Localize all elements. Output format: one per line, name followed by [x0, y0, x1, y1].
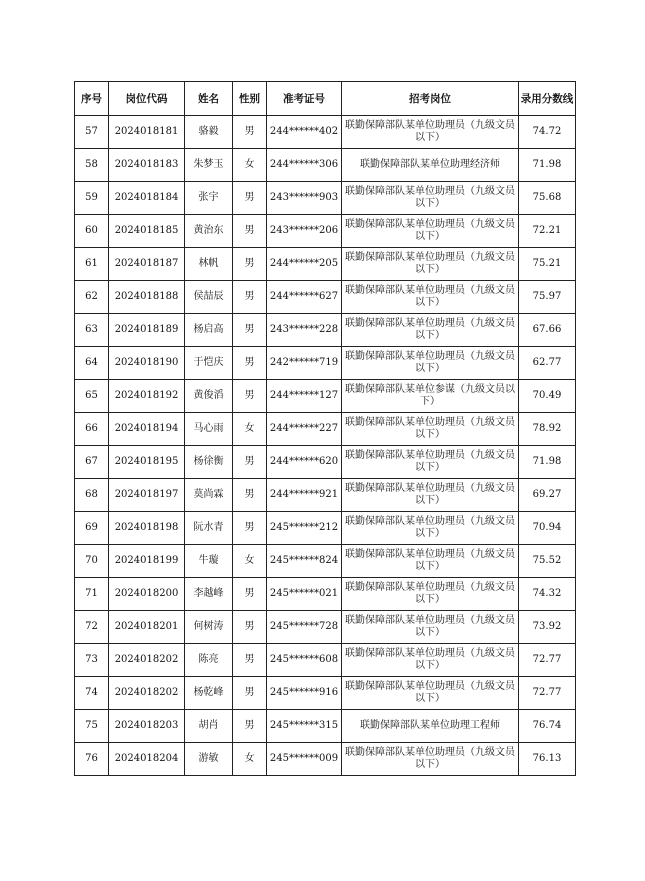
table-body — [75, 116, 576, 776]
cell-no: 57 — [75, 116, 109, 149]
cell-code: 2024018195 — [109, 446, 185, 479]
cell-gender: 女 — [233, 545, 267, 578]
header-score: 录用分数线 — [519, 82, 576, 116]
cell-position: 联勤保障部队某单位助理员（九级文员以下） — [342, 413, 519, 446]
cell-score: 62.77 — [519, 347, 576, 380]
cell-name: 于恺庆 — [185, 347, 233, 380]
table-row — [75, 446, 576, 479]
cell-cert: 245******608 — [267, 644, 342, 677]
cell-no: 58 — [75, 149, 109, 182]
cell-name: 莫尚霖 — [185, 479, 233, 512]
cell-cert: 244******205 — [267, 248, 342, 281]
cell-score: 75.52 — [519, 545, 576, 578]
header-no: 序号 — [75, 82, 109, 116]
cell-gender: 男 — [233, 380, 267, 413]
cell-name: 陈亮 — [185, 644, 233, 677]
cell-score: 75.21 — [519, 248, 576, 281]
table-row — [75, 413, 576, 446]
cell-no: 70 — [75, 545, 109, 578]
table-row — [75, 545, 576, 578]
cell-code: 2024018194 — [109, 413, 185, 446]
cell-no: 66 — [75, 413, 109, 446]
cell-no: 71 — [75, 578, 109, 611]
cell-code: 2024018204 — [109, 743, 185, 776]
cell-position: 联勤保障部队某单位助理员（九级文员以下） — [342, 545, 519, 578]
cell-code: 2024018197 — [109, 479, 185, 512]
cell-no: 76 — [75, 743, 109, 776]
cell-code: 2024018192 — [109, 380, 185, 413]
cell-gender: 女 — [233, 413, 267, 446]
cell-no: 67 — [75, 446, 109, 479]
cell-position: 联勤保障部队某单位助理员（九级文员以下） — [342, 446, 519, 479]
table-row — [75, 743, 576, 776]
table-row — [75, 710, 576, 743]
cell-position: 联勤保障部队某单位助理员（九级文员以下） — [342, 314, 519, 347]
cell-no: 75 — [75, 710, 109, 743]
cell-code: 2024018185 — [109, 215, 185, 248]
cell-name: 骆毅 — [185, 116, 233, 149]
header-row — [75, 82, 576, 116]
table-row — [75, 479, 576, 512]
cell-position: 联勤保障部队某单位参谋（九级文员以下） — [342, 380, 519, 413]
cell-gender: 男 — [233, 248, 267, 281]
cell-name: 李越峰 — [185, 578, 233, 611]
cell-cert: 244******402 — [267, 116, 342, 149]
cell-name: 马心雨 — [185, 413, 233, 446]
cell-gender: 男 — [233, 479, 267, 512]
cell-score: 76.74 — [519, 710, 576, 743]
cell-name: 胡肖 — [185, 710, 233, 743]
cell-score: 71.98 — [519, 149, 576, 182]
cell-cert: 245******728 — [267, 611, 342, 644]
cell-position: 联勤保障部队某单位助理员（九级文员以下） — [342, 116, 519, 149]
header-gender: 性别 — [233, 82, 267, 116]
table-row — [75, 677, 576, 710]
cell-name: 杨启高 — [185, 314, 233, 347]
cell-gender: 男 — [233, 611, 267, 644]
cell-no: 60 — [75, 215, 109, 248]
cell-code: 2024018199 — [109, 545, 185, 578]
cell-code: 2024018200 — [109, 578, 185, 611]
table-row — [75, 248, 576, 281]
cell-cert: 243******903 — [267, 182, 342, 215]
cell-position: 联勤保障部队某单位助理工程师 — [342, 710, 519, 743]
cell-gender: 男 — [233, 281, 267, 314]
cell-name: 张宇 — [185, 182, 233, 215]
cell-position: 联勤保障部队某单位助理员（九级文员以下） — [342, 281, 519, 314]
cell-code: 2024018203 — [109, 710, 185, 743]
cell-cert: 245******021 — [267, 578, 342, 611]
cell-score: 70.94 — [519, 512, 576, 545]
cell-no: 59 — [75, 182, 109, 215]
cell-cert: 245******315 — [267, 710, 342, 743]
cell-name: 朱梦玉 — [185, 149, 233, 182]
cell-gender: 男 — [233, 578, 267, 611]
cell-score: 72.77 — [519, 677, 576, 710]
cell-gender: 女 — [233, 743, 267, 776]
cell-no: 69 — [75, 512, 109, 545]
header-name: 姓名 — [185, 82, 233, 116]
cell-name: 游敏 — [185, 743, 233, 776]
cell-gender: 男 — [233, 446, 267, 479]
cell-score: 74.72 — [519, 116, 576, 149]
cell-code: 2024018187 — [109, 248, 185, 281]
cell-name: 牛璇 — [185, 545, 233, 578]
cell-code: 2024018188 — [109, 281, 185, 314]
cell-position: 联勤保障部队某单位助理经济师 — [342, 149, 519, 182]
cell-cert: 245******916 — [267, 677, 342, 710]
table-row — [75, 347, 576, 380]
cell-position: 联勤保障部队某单位助理员（九级文员以下） — [342, 578, 519, 611]
cell-score: 69.27 — [519, 479, 576, 512]
header-position: 招考岗位 — [342, 82, 519, 116]
cell-cert: 244******306 — [267, 149, 342, 182]
cell-no: 64 — [75, 347, 109, 380]
cell-gender: 男 — [233, 314, 267, 347]
cell-position: 联勤保障部队某单位助理员（九级文员以下） — [342, 611, 519, 644]
cell-score: 74.32 — [519, 578, 576, 611]
cell-gender: 男 — [233, 644, 267, 677]
cell-position: 联勤保障部队某单位助理员（九级文员以下） — [342, 215, 519, 248]
cell-score: 72.77 — [519, 644, 576, 677]
cell-cert: 245******824 — [267, 545, 342, 578]
cell-code: 2024018190 — [109, 347, 185, 380]
cell-code: 2024018202 — [109, 677, 185, 710]
cell-gender: 男 — [233, 215, 267, 248]
table-row — [75, 611, 576, 644]
cell-name: 阮水青 — [185, 512, 233, 545]
cell-position: 联勤保障部队某单位助理员（九级文员以下） — [342, 512, 519, 545]
cell-position: 联勤保障部队某单位助理员（九级文员以下） — [342, 248, 519, 281]
cell-cert: 242******719 — [267, 347, 342, 380]
table-row — [75, 380, 576, 413]
cell-gender: 男 — [233, 182, 267, 215]
cell-name: 黄俊滔 — [185, 380, 233, 413]
cell-score: 76.13 — [519, 743, 576, 776]
cell-score: 71.98 — [519, 446, 576, 479]
cell-cert: 243******228 — [267, 314, 342, 347]
cell-name: 林帆 — [185, 248, 233, 281]
cell-cert: 243******206 — [267, 215, 342, 248]
cell-gender: 男 — [233, 347, 267, 380]
cell-gender: 男 — [233, 116, 267, 149]
cell-no: 62 — [75, 281, 109, 314]
cell-gender: 男 — [233, 512, 267, 545]
cell-position: 联勤保障部队某单位助理员（九级文员以下） — [342, 182, 519, 215]
cell-no: 63 — [75, 314, 109, 347]
table-row — [75, 578, 576, 611]
cell-code: 2024018198 — [109, 512, 185, 545]
cell-score: 73.92 — [519, 611, 576, 644]
cell-name: 杨徐衡 — [185, 446, 233, 479]
header-code: 岗位代码 — [109, 82, 185, 116]
cell-code: 2024018202 — [109, 644, 185, 677]
cell-cert: 244******627 — [267, 281, 342, 314]
cell-name: 杨乾峰 — [185, 677, 233, 710]
cell-code: 2024018184 — [109, 182, 185, 215]
header-cert: 准考证号 — [267, 82, 342, 116]
table-row — [75, 281, 576, 314]
cell-position: 联勤保障部队某单位助理员（九级文员以下） — [342, 743, 519, 776]
cell-no: 68 — [75, 479, 109, 512]
table-row — [75, 512, 576, 545]
cell-no: 72 — [75, 611, 109, 644]
cell-code: 2024018181 — [109, 116, 185, 149]
cell-gender: 男 — [233, 710, 267, 743]
cell-score: 72.21 — [519, 215, 576, 248]
cell-no: 61 — [75, 248, 109, 281]
table-row — [75, 215, 576, 248]
cell-code: 2024018189 — [109, 314, 185, 347]
cell-position: 联勤保障部队某单位助理员（九级文员以下） — [342, 644, 519, 677]
cell-score: 75.97 — [519, 281, 576, 314]
cell-code: 2024018183 — [109, 149, 185, 182]
cell-position: 联勤保障部队某单位助理员（九级文员以下） — [342, 347, 519, 380]
cell-position: 联勤保障部队某单位助理员（九级文员以下） — [342, 479, 519, 512]
cell-cert: 245******009 — [267, 743, 342, 776]
cell-score: 78.92 — [519, 413, 576, 446]
cell-score: 67.66 — [519, 314, 576, 347]
table-row — [75, 314, 576, 347]
cell-score: 75.68 — [519, 182, 576, 215]
cell-cert: 245******212 — [267, 512, 342, 545]
cell-no: 73 — [75, 644, 109, 677]
cell-no: 74 — [75, 677, 109, 710]
cell-name: 侯喆辰 — [185, 281, 233, 314]
cell-gender: 女 — [233, 149, 267, 182]
cell-cert: 244******127 — [267, 380, 342, 413]
table-row — [75, 182, 576, 215]
cell-name: 何树涛 — [185, 611, 233, 644]
cell-cert: 244******921 — [267, 479, 342, 512]
table-row — [75, 644, 576, 677]
cell-score: 70.49 — [519, 380, 576, 413]
cell-code: 2024018201 — [109, 611, 185, 644]
table-row — [75, 116, 576, 149]
cell-name: 黄治东 — [185, 215, 233, 248]
cell-position: 联勤保障部队某单位助理员（九级文员以下） — [342, 677, 519, 710]
cell-gender: 男 — [233, 677, 267, 710]
cell-cert: 244******620 — [267, 446, 342, 479]
results-table — [74, 81, 576, 776]
cell-cert: 244******227 — [267, 413, 342, 446]
table-row — [75, 149, 576, 182]
cell-no: 65 — [75, 380, 109, 413]
